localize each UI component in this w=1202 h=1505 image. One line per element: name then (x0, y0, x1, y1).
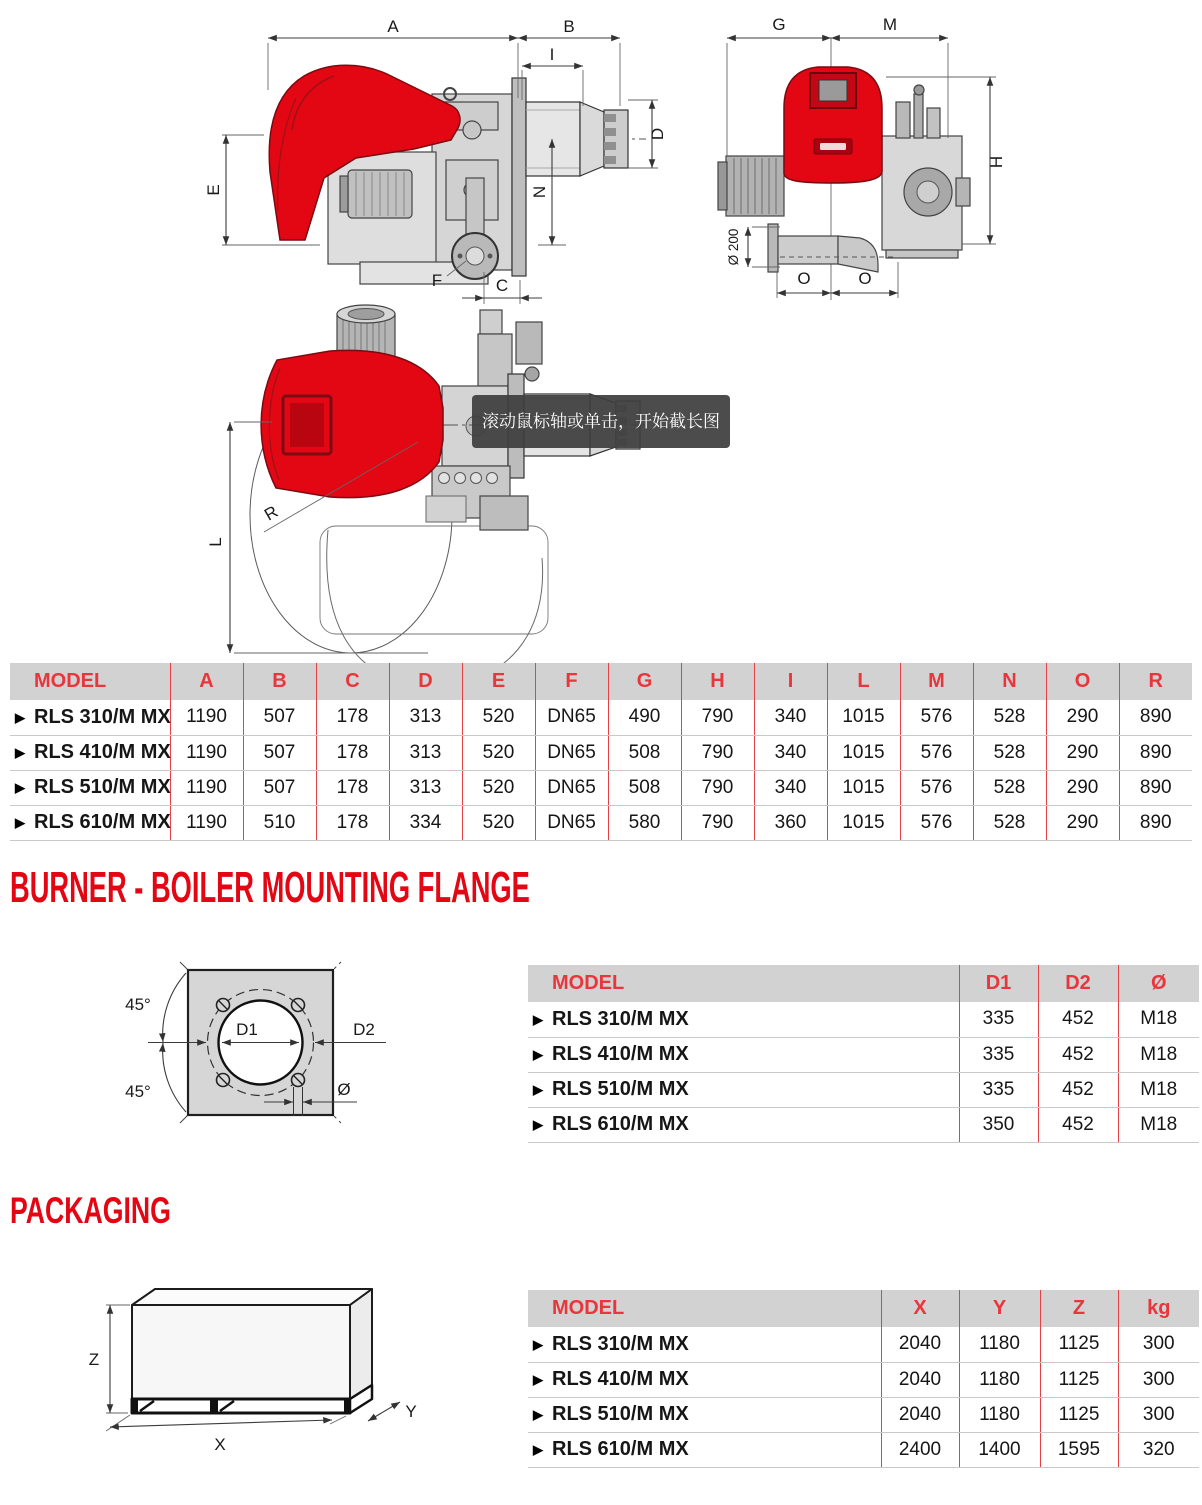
column-header-h: H (681, 663, 754, 700)
dim-label-i: I (549, 45, 555, 64)
table-row (10, 770, 1192, 805)
value-cell: 290 (1046, 700, 1119, 735)
column-header-n: N (973, 663, 1046, 700)
row-marker-icon: ▶ (533, 1117, 543, 1132)
value-cell: 350 (959, 1107, 1038, 1142)
value-cell: 2040 (881, 1362, 959, 1397)
dim-label-o2: O (858, 269, 872, 288)
value-cell: 1125 (1040, 1327, 1118, 1362)
value-cell: 334 (389, 805, 462, 840)
value-cell: 790 (681, 700, 754, 735)
value-cell: 2040 (881, 1327, 959, 1362)
dim-label-m: M (882, 15, 898, 34)
value-cell: 576 (900, 770, 973, 805)
value-cell: DN65 (535, 735, 608, 770)
value-cell: 890 (1119, 805, 1192, 840)
packaging-drawing (80, 1275, 480, 1470)
row-marker-icon: ▶ (533, 1082, 543, 1097)
value-cell: 2040 (881, 1397, 959, 1432)
dim-label-45-bottom: 45° (125, 1082, 151, 1101)
value-cell: 1180 (959, 1397, 1040, 1432)
table-row (528, 1327, 1199, 1362)
value-cell: 452 (1038, 1002, 1118, 1037)
value-cell: 1125 (1040, 1362, 1118, 1397)
value-cell: 178 (316, 770, 389, 805)
value-cell: 520 (462, 770, 535, 805)
value-cell: 335 (959, 1002, 1038, 1037)
red-hood (784, 67, 882, 183)
column-header-d: D (389, 663, 462, 700)
value-cell: 290 (1046, 770, 1119, 805)
value-cell: 178 (316, 735, 389, 770)
value-cell: 1015 (827, 700, 900, 735)
value-cell: 452 (1038, 1107, 1118, 1142)
table-row (10, 805, 1192, 840)
value-cell: 313 (389, 735, 462, 770)
table-row (528, 1072, 1199, 1107)
value-cell: 1190 (170, 770, 243, 805)
value-cell: DN65 (535, 700, 608, 735)
value-cell: 290 (1046, 735, 1119, 770)
table-row (10, 735, 1192, 770)
value-cell: 1190 (170, 805, 243, 840)
table-row (528, 1002, 1199, 1037)
table-row (528, 1037, 1199, 1072)
value-cell: 290 (1046, 805, 1119, 840)
value-cell: 335 (959, 1037, 1038, 1072)
dim-label-f: F (431, 271, 443, 290)
value-cell: 1015 (827, 805, 900, 840)
value-cell: DN65 (535, 805, 608, 840)
row-marker-icon: ▶ (533, 1047, 543, 1062)
value-cell: 1180 (959, 1327, 1040, 1362)
value-cell: 790 (681, 770, 754, 805)
value-cell: 452 (1038, 1072, 1118, 1107)
value-cell: 520 (462, 805, 535, 840)
model-name: RLS 310/M MX (34, 705, 171, 728)
value-cell: 300 (1118, 1397, 1199, 1432)
dim-label-o1: O (797, 269, 811, 288)
table-row (528, 1107, 1199, 1142)
dim-label-c: C (495, 276, 509, 295)
value-cell: 508 (608, 735, 681, 770)
value-cell: 890 (1119, 770, 1192, 805)
value-cell: 340 (754, 770, 827, 805)
dim-label-r: R (261, 501, 282, 525)
column-header-d2: D2 (1038, 965, 1118, 1002)
model-cell (528, 1362, 881, 1397)
value-cell: 528 (973, 700, 1046, 735)
value-cell: 528 (973, 770, 1046, 805)
row-marker-icon: ▶ (15, 709, 25, 725)
value-cell: 1015 (827, 770, 900, 805)
dim-label-d: D (648, 127, 667, 141)
row-marker-icon: ▶ (15, 745, 25, 760)
value-cell: 1125 (1040, 1397, 1118, 1432)
column-header-kg: kg (1118, 1290, 1199, 1327)
value-cell: 1180 (959, 1362, 1040, 1397)
header-row (10, 663, 1192, 700)
value-cell: 576 (900, 735, 973, 770)
row-marker-icon: ▶ (15, 815, 25, 830)
column-header-x: X (881, 1290, 959, 1327)
section-title-flange: BURNER - BOILER MOUNTING FLANGE (10, 863, 530, 912)
row-marker-icon: ▶ (533, 1372, 543, 1387)
column-header-r: R (1119, 663, 1192, 700)
column-header-g: G (608, 663, 681, 700)
dim-label-d2: D2 (353, 1020, 375, 1039)
dim-label-bolt-dia: Ø (337, 1080, 351, 1099)
model-name: RLS 310/M MX (552, 1332, 689, 1355)
burner-side-view-drawing (200, 10, 700, 320)
burner-plan-view-drawing (180, 290, 760, 660)
dim-label-z: Z (88, 1350, 100, 1369)
value-cell: 360 (754, 805, 827, 840)
value-cell: 452 (1038, 1037, 1118, 1072)
packaging-table (528, 1290, 1199, 1468)
value-cell: 520 (462, 700, 535, 735)
dim-label-dia-200: Ø 200 (726, 228, 741, 266)
model-cell (10, 805, 170, 840)
dim-label-d1: D1 (236, 1020, 258, 1039)
flange-table (528, 965, 1199, 1143)
value-cell: 790 (681, 805, 754, 840)
section-title-packaging: PACKAGING (10, 1190, 171, 1231)
dim-label-b: B (563, 17, 575, 36)
value-cell: 507 (243, 700, 316, 735)
header-row (528, 965, 1199, 1002)
row-marker-icon: ▶ (533, 1336, 543, 1352)
column-header-model: MODEL (10, 663, 170, 700)
plan-view-art (250, 305, 650, 686)
dimensions-table (10, 663, 1192, 841)
column-header-y: Y (959, 1290, 1040, 1327)
value-cell: 178 (316, 805, 389, 840)
model-name: RLS 410/M MX (552, 1368, 689, 1390)
value-cell: 576 (900, 700, 973, 735)
value-cell: M18 (1118, 1037, 1199, 1072)
table-row (528, 1397, 1199, 1432)
model-name: RLS 510/M MX (552, 1078, 689, 1100)
dim-label-e: E (204, 184, 223, 196)
column-header-f: F (535, 663, 608, 700)
column-header-b: B (243, 663, 316, 700)
value-cell: 300 (1118, 1362, 1199, 1397)
table-row (528, 1432, 1199, 1467)
model-name: RLS 510/M MX (552, 1403, 689, 1425)
value-cell: 340 (754, 700, 827, 735)
model-name: RLS 410/M MX (34, 741, 171, 763)
value-cell: 890 (1119, 735, 1192, 770)
value-cell: 490 (608, 700, 681, 735)
model-cell (10, 735, 170, 770)
model-cell (528, 1397, 881, 1432)
model-name: RLS 410/M MX (552, 1043, 689, 1065)
column-header-z: Z (1040, 1290, 1118, 1327)
burner-front-view-drawing (700, 10, 1202, 320)
value-cell: 790 (681, 735, 754, 770)
dim-label-g: G (772, 15, 786, 34)
column-header-d1: D1 (959, 965, 1038, 1002)
value-cell: 520 (462, 735, 535, 770)
dim-label-45-top: 45° (125, 995, 151, 1014)
model-cell (10, 700, 170, 735)
dim-label-n: N (530, 185, 549, 199)
value-cell: M18 (1118, 1107, 1199, 1142)
value-cell: 313 (389, 770, 462, 805)
row-marker-icon: ▶ (15, 780, 25, 795)
column-header-m: M (900, 663, 973, 700)
model-name: RLS 310/M MX (552, 1007, 689, 1030)
model-cell (528, 1072, 959, 1107)
red-hood (261, 350, 443, 497)
table-row (528, 1362, 1199, 1397)
flange-drawing (50, 950, 410, 1150)
side-view-art (269, 65, 646, 284)
screenshot-tooltip[interactable]: 滚动鼠标轴或单击，开始截长图 (472, 395, 730, 448)
column-header-i: I (754, 663, 827, 700)
value-cell: M18 (1118, 1002, 1199, 1037)
column-header-a: A (170, 663, 243, 700)
dim-label-y: Y (405, 1402, 417, 1421)
value-cell: 510 (243, 805, 316, 840)
value-cell: 508 (608, 770, 681, 805)
header-row (528, 1290, 1199, 1327)
value-cell: 335 (959, 1072, 1038, 1107)
model-cell (528, 1037, 959, 1072)
dim-label-x: X (214, 1435, 226, 1454)
dim-label-l: L (206, 537, 225, 547)
value-cell: 1190 (170, 735, 243, 770)
value-cell: 580 (608, 805, 681, 840)
value-cell: 1190 (170, 700, 243, 735)
value-cell: M18 (1118, 1072, 1199, 1107)
column-header-model: MODEL (528, 1290, 881, 1327)
value-cell: 528 (973, 805, 1046, 840)
value-cell: DN65 (535, 770, 608, 805)
model-name: RLS 610/M MX (34, 811, 171, 833)
dim-label-h: H (987, 155, 1006, 169)
column-header-l: L (827, 663, 900, 700)
model-cell (528, 1327, 881, 1362)
value-cell: 178 (316, 700, 389, 735)
model-cell (528, 1107, 959, 1142)
model-cell (528, 1002, 959, 1037)
model-cell (528, 1432, 881, 1467)
value-cell: 890 (1119, 700, 1192, 735)
packaging-art (132, 1289, 372, 1413)
model-name: RLS 510/M MX (34, 776, 171, 798)
value-cell: 507 (243, 770, 316, 805)
model-name: RLS 610/M MX (552, 1438, 689, 1460)
value-cell: 320 (1118, 1432, 1199, 1467)
value-cell: 1595 (1040, 1432, 1118, 1467)
column-header-c: C (316, 663, 389, 700)
value-cell: 528 (973, 735, 1046, 770)
model-name: RLS 610/M MX (552, 1113, 689, 1135)
table-row (10, 700, 1192, 735)
row-marker-icon: ▶ (533, 1407, 543, 1422)
value-cell: 340 (754, 735, 827, 770)
value-cell: 313 (389, 700, 462, 735)
model-cell (10, 770, 170, 805)
column-header-o: O (1046, 663, 1119, 700)
value-cell: 2400 (881, 1432, 959, 1467)
row-marker-icon: ▶ (533, 1011, 543, 1027)
value-cell: 507 (243, 735, 316, 770)
column-header-e: E (462, 663, 535, 700)
row-marker-icon: ▶ (533, 1442, 543, 1457)
column-header-ø: Ø (1118, 965, 1199, 1002)
value-cell: 300 (1118, 1327, 1199, 1362)
column-header-model: MODEL (528, 965, 959, 1002)
value-cell: 1015 (827, 735, 900, 770)
value-cell: 576 (900, 805, 973, 840)
dim-label-a: A (387, 17, 399, 36)
value-cell: 1400 (959, 1432, 1040, 1467)
